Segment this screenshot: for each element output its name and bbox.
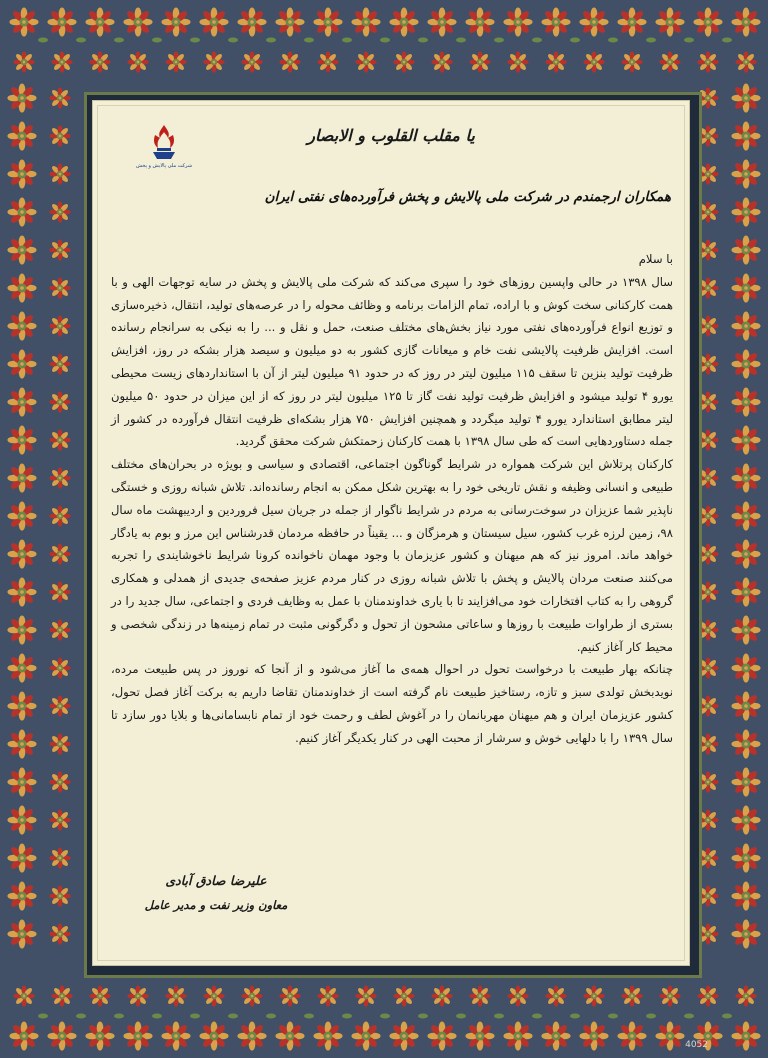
floral-motif-icon xyxy=(275,7,304,36)
floral-motif-icon xyxy=(659,985,680,1006)
leaf-icon xyxy=(342,38,352,43)
signatory-name: علیرضا صادق آبادی xyxy=(165,873,267,888)
floral-motif-icon xyxy=(583,51,604,72)
leaf-icon xyxy=(266,38,276,43)
floral-motif-icon xyxy=(735,985,756,1006)
floral-motif-icon xyxy=(127,51,148,72)
leaf-icon xyxy=(570,1014,580,1019)
floral-motif-icon xyxy=(85,1021,114,1050)
leaf-icon xyxy=(418,1014,428,1019)
signature-block xyxy=(121,873,311,912)
floral-motif-icon xyxy=(693,7,722,36)
leaf-icon xyxy=(228,38,238,43)
floral-motif-icon xyxy=(279,985,300,1006)
floral-motif-icon xyxy=(731,615,760,644)
floral-motif-icon xyxy=(7,425,36,454)
leaf-icon xyxy=(190,1014,200,1019)
greeting: با سلام xyxy=(638,252,673,266)
floral-motif-icon xyxy=(545,985,566,1006)
floral-motif-icon xyxy=(13,985,34,1006)
leaf-icon xyxy=(570,38,580,43)
leaf-icon xyxy=(722,38,732,43)
floral-motif-icon xyxy=(123,1021,152,1050)
signatory-title: معاون وزیر نفت و مدیر عامل xyxy=(144,898,288,912)
floral-motif-icon xyxy=(49,163,70,184)
floral-motif-icon xyxy=(507,985,528,1006)
floral-motif-icon xyxy=(49,201,70,222)
floral-motif-icon xyxy=(731,843,760,872)
floral-motif-icon xyxy=(161,1021,190,1050)
floral-motif-icon xyxy=(393,51,414,72)
floral-motif-icon xyxy=(9,1021,38,1050)
floral-motif-icon xyxy=(7,653,36,682)
floral-motif-icon xyxy=(203,51,224,72)
floral-motif-icon xyxy=(7,577,36,606)
floral-motif-icon xyxy=(49,695,70,716)
letter-paper xyxy=(92,100,690,966)
floral-motif-icon xyxy=(241,985,262,1006)
floral-motif-icon xyxy=(351,7,380,36)
floral-motif-icon xyxy=(51,51,72,72)
floral-motif-icon xyxy=(49,809,70,830)
floral-motif-icon xyxy=(731,425,760,454)
floral-motif-icon xyxy=(7,235,36,264)
floral-motif-icon xyxy=(697,985,718,1006)
leaf-icon xyxy=(722,1014,732,1019)
floral-motif-icon xyxy=(241,51,262,72)
floral-motif-icon xyxy=(541,7,570,36)
floral-motif-icon xyxy=(731,805,760,834)
leaf-icon xyxy=(456,1014,466,1019)
leaf-icon xyxy=(494,38,504,43)
floral-motif-icon xyxy=(731,349,760,378)
floral-motif-icon xyxy=(7,311,36,340)
floral-motif-icon xyxy=(49,619,70,640)
floral-motif-icon xyxy=(731,729,760,758)
floral-motif-icon xyxy=(7,767,36,796)
floral-motif-icon xyxy=(49,543,70,564)
leaf-icon xyxy=(152,38,162,43)
floral-motif-icon xyxy=(389,1021,418,1050)
floral-motif-icon xyxy=(507,51,528,72)
floral-motif-icon xyxy=(279,51,300,72)
floral-motif-icon xyxy=(731,7,760,36)
floral-motif-icon xyxy=(275,1021,304,1050)
floral-motif-icon xyxy=(199,7,228,36)
floral-motif-icon xyxy=(393,985,414,1006)
floral-motif-icon xyxy=(123,7,152,36)
paragraph-2: کارکنان پرتلاش این شرکت همواره در شرایط گوناگون اجتماعی، اقتصادی و سیاسی و بویژه در بحران‌های مختلف طبیعی و انسانی وظیفه و نقش تاریخی خود را به بهترین شکل ممکن به انجام رسانده‌اند. تلاش شبانه روزی و خستگی ناپذیر شما عزیزان در سوخت‌رسانی به مردم در شرایط ناگوار از جمله در جریان سیل فروردین و اردیبهشت ماه سال ۹۸، زمین لرزه غرب کشور، سیل سیستان و هرمزگان و ... یقیناً در حافظه مردمان قدرشناس این مرز و بوم به یادگار خواهد ماند. امروز نیز که هم میهنان و کشور عزیزمان با وجود مهمان ناخوانده کرونا شرایط ناخوشایندی را تجربه می‌کنند صنعت مردان پالایش و پخش با تلاش شبانه روزی در کنار مردم عزیز صفحه‌ی جدیدی از همدلی و همکاری گروهی را به کتاب افتخارات خود می‌افزایند تا با یاری خداوندمنان با عمل به وظایف فردی و اجتماعی، سال جدید را در بستری از طراوات طبیعت با روزها و ساعاتی مشحون از تحول و دگرگونی مثبت در تمام زمینه‌ها در زندگی شخصی و محیط کار آغاز کنیم. xyxy=(111,457,673,654)
company-logo-icon xyxy=(133,121,195,173)
floral-motif-icon xyxy=(579,1021,608,1050)
floral-motif-icon xyxy=(731,1021,760,1050)
floral-motif-icon xyxy=(49,277,70,298)
floral-motif-icon xyxy=(313,7,342,36)
floral-motif-icon xyxy=(503,1021,532,1050)
floral-motif-icon xyxy=(9,7,38,36)
floral-motif-icon xyxy=(7,729,36,758)
floral-motif-icon xyxy=(49,315,70,336)
floral-motif-icon xyxy=(7,273,36,302)
floral-motif-icon xyxy=(7,159,36,188)
leaf-icon xyxy=(684,38,694,43)
floral-motif-icon xyxy=(355,51,376,72)
floral-motif-icon xyxy=(47,7,76,36)
leaf-icon xyxy=(114,1014,124,1019)
floral-motif-icon xyxy=(165,51,186,72)
leaf-icon xyxy=(304,1014,314,1019)
leaf-icon xyxy=(76,1014,86,1019)
floral-motif-icon xyxy=(49,771,70,792)
floral-motif-icon xyxy=(731,767,760,796)
floral-motif-icon xyxy=(731,273,760,302)
leaf-icon xyxy=(646,38,656,43)
floral-motif-icon xyxy=(579,7,608,36)
floral-motif-icon xyxy=(655,1021,684,1050)
floral-motif-icon xyxy=(731,83,760,112)
floral-motif-icon xyxy=(431,51,452,72)
floral-motif-icon xyxy=(49,847,70,868)
floral-motif-icon xyxy=(49,923,70,944)
svg-text:شرکت ملی پالایش و پخش: شرکت ملی پالایش و پخش xyxy=(135,163,193,169)
floral-motif-icon xyxy=(7,805,36,834)
floral-motif-icon xyxy=(583,985,604,1006)
footer-number: 4052 xyxy=(685,1040,708,1050)
floral-motif-icon xyxy=(49,239,70,260)
floral-motif-icon xyxy=(237,7,266,36)
floral-motif-icon xyxy=(7,843,36,872)
floral-motif-icon xyxy=(427,1021,456,1050)
floral-motif-icon xyxy=(621,985,642,1006)
floral-motif-icon xyxy=(161,7,190,36)
floral-motif-icon xyxy=(431,985,452,1006)
floral-motif-icon xyxy=(731,577,760,606)
floral-motif-icon xyxy=(49,125,70,146)
floral-motif-icon xyxy=(469,985,490,1006)
leaf-icon xyxy=(38,38,48,43)
leaf-icon xyxy=(684,1014,694,1019)
floral-motif-icon xyxy=(731,919,760,948)
leaf-icon xyxy=(418,38,428,43)
floral-motif-icon xyxy=(49,733,70,754)
floral-motif-icon xyxy=(655,7,684,36)
floral-motif-icon xyxy=(317,985,338,1006)
floral-motif-icon xyxy=(469,51,490,72)
floral-motif-icon xyxy=(731,539,760,568)
letter-body xyxy=(111,248,673,750)
floral-motif-icon xyxy=(7,349,36,378)
floral-motif-icon xyxy=(735,51,756,72)
floral-motif-icon xyxy=(697,51,718,72)
floral-motif-icon xyxy=(47,1021,76,1050)
floral-motif-icon xyxy=(7,387,36,416)
floral-motif-icon xyxy=(659,51,680,72)
floral-motif-icon xyxy=(731,387,760,416)
floral-motif-icon xyxy=(7,83,36,112)
leaf-icon xyxy=(608,1014,618,1019)
floral-motif-icon xyxy=(465,7,494,36)
floral-motif-icon xyxy=(165,985,186,1006)
floral-motif-icon xyxy=(13,51,34,72)
paragraph-1: سال ۱۳۹۸ در حالی واپسین روزهای خود را سپری می‌کند که شرکت ملی پالایش و پخش در سایه توجهات الهی و با همت کارکنانی سخت کوش و با اراده، تمام الزامات برنامه و وظائف محوله را در عرصه‌های تولید، انتقال، ذخیره‌سازی و توزیع انواع فرآورده‌های نفتی مورد نیاز بخش‌های مختلف صنعت، حمل و نقل و ... را به نیکی به سرانجام رسانده است. افزایش ظرفیت پالایشی نفت خام و میعانات گازی کشور به دو میلیون و سیصد هزار بشکه در روز، افزایش ظرفیت تولید بنزین تا سقف ۱۱۵ میلیون لیتر در روز که در حدود ۹۱ میلیون لیتر از آن با استانداردهای زیست محیطی یورو ۴ تولید میشود و افزایش ظرفیت تولید نفت گاز تا ۱۲۵ میلیون لیتر در روز که از این میزان در حدود ۵۰ میلیون لیتر مطابق استاندارد یورو ۴ تولید میگردد و همچنین افزایش ۷۵۰ هزار بشکه‌ای ظرفیت انتقال فرآورده در کشور از جمله دستاوردهایی است که طی سال ۱۳۹۸ با همت کارکنان زحمتکش شرکت محقق گردید. xyxy=(111,274,673,449)
floral-motif-icon xyxy=(617,7,646,36)
floral-motif-icon xyxy=(7,691,36,720)
floral-motif-icon xyxy=(199,1021,228,1050)
floral-motif-icon xyxy=(731,197,760,226)
floral-motif-icon xyxy=(89,985,110,1006)
floral-motif-icon xyxy=(317,51,338,72)
floral-motif-icon xyxy=(89,51,110,72)
leaf-icon xyxy=(646,1014,656,1019)
heading: یا مقلب القلوب و الابصار xyxy=(307,126,475,145)
floral-motif-icon xyxy=(313,1021,342,1050)
floral-motif-icon xyxy=(49,467,70,488)
leaf-icon xyxy=(114,38,124,43)
floral-motif-icon xyxy=(7,919,36,948)
floral-motif-icon xyxy=(731,691,760,720)
leaf-icon xyxy=(152,1014,162,1019)
floral-motif-icon xyxy=(7,197,36,226)
floral-motif-icon xyxy=(355,985,376,1006)
floral-motif-icon xyxy=(731,311,760,340)
leaf-icon xyxy=(266,1014,276,1019)
floral-motif-icon xyxy=(731,881,760,910)
floral-motif-icon xyxy=(617,1021,646,1050)
floral-motif-icon xyxy=(49,87,70,108)
floral-motif-icon xyxy=(85,7,114,36)
floral-motif-icon xyxy=(7,463,36,492)
leaf-icon xyxy=(304,38,314,43)
floral-motif-icon xyxy=(51,985,72,1006)
floral-motif-icon xyxy=(389,7,418,36)
floral-motif-icon xyxy=(545,51,566,72)
floral-motif-icon xyxy=(49,391,70,412)
leaf-icon xyxy=(494,1014,504,1019)
paragraph-3: چنانکه بهار طبیعت با درخواست تحول در احوال همه‌ی ما آغاز می‌شود و از آنجا که نوروز در پس طبیعت مرده، نویدبخش تولدی سبز و تازه، رستاخیز طبیعت نام گرفته است از خداوندمنان تقاضا داریم به برکت آغاز فصل تحول، کشور عزیزمان ایران و هم میهنان مهربانمان را در آغوش لطف و رحمت خود از تمام نابسامانی‌ها و بلایا دور سازد تا سال ۱۳۹۹ را با دلهایی خوش و سرشار از محبت الهی در کنار یکدیگر آغاز کنیم. xyxy=(111,662,673,745)
leaf-icon xyxy=(342,1014,352,1019)
floral-motif-icon xyxy=(49,581,70,602)
leaf-icon xyxy=(190,38,200,43)
floral-motif-icon xyxy=(7,121,36,150)
floral-motif-icon xyxy=(731,159,760,188)
floral-motif-icon xyxy=(503,7,532,36)
floral-motif-icon xyxy=(49,885,70,906)
floral-motif-icon xyxy=(731,653,760,682)
floral-motif-icon xyxy=(7,539,36,568)
floral-motif-icon xyxy=(427,7,456,36)
leaf-icon xyxy=(608,38,618,43)
floral-motif-icon xyxy=(621,51,642,72)
floral-motif-icon xyxy=(7,501,36,530)
floral-motif-icon xyxy=(203,985,224,1006)
leaf-icon xyxy=(38,1014,48,1019)
addressee-line: همکاران ارجمندم در شرکت ملی پالایش و پخش فرآورده‌های نفتی ایران xyxy=(264,189,671,205)
floral-motif-icon xyxy=(49,657,70,678)
floral-motif-icon xyxy=(237,1021,266,1050)
floral-motif-icon xyxy=(541,1021,570,1050)
leaf-icon xyxy=(228,1014,238,1019)
floral-motif-icon xyxy=(731,463,760,492)
floral-motif-icon xyxy=(731,235,760,264)
leaf-icon xyxy=(76,38,86,43)
floral-motif-icon xyxy=(49,353,70,374)
leaf-icon xyxy=(456,38,466,43)
leaf-icon xyxy=(380,38,390,43)
leaf-icon xyxy=(532,1014,542,1019)
floral-motif-icon xyxy=(465,1021,494,1050)
floral-motif-icon xyxy=(49,429,70,450)
floral-motif-icon xyxy=(49,505,70,526)
floral-motif-icon xyxy=(731,121,760,150)
leaf-icon xyxy=(380,1014,390,1019)
floral-motif-icon xyxy=(7,615,36,644)
leaf-icon xyxy=(532,38,542,43)
floral-motif-icon xyxy=(351,1021,380,1050)
floral-motif-icon xyxy=(127,985,148,1006)
floral-motif-icon xyxy=(731,501,760,530)
floral-motif-icon xyxy=(7,881,36,910)
